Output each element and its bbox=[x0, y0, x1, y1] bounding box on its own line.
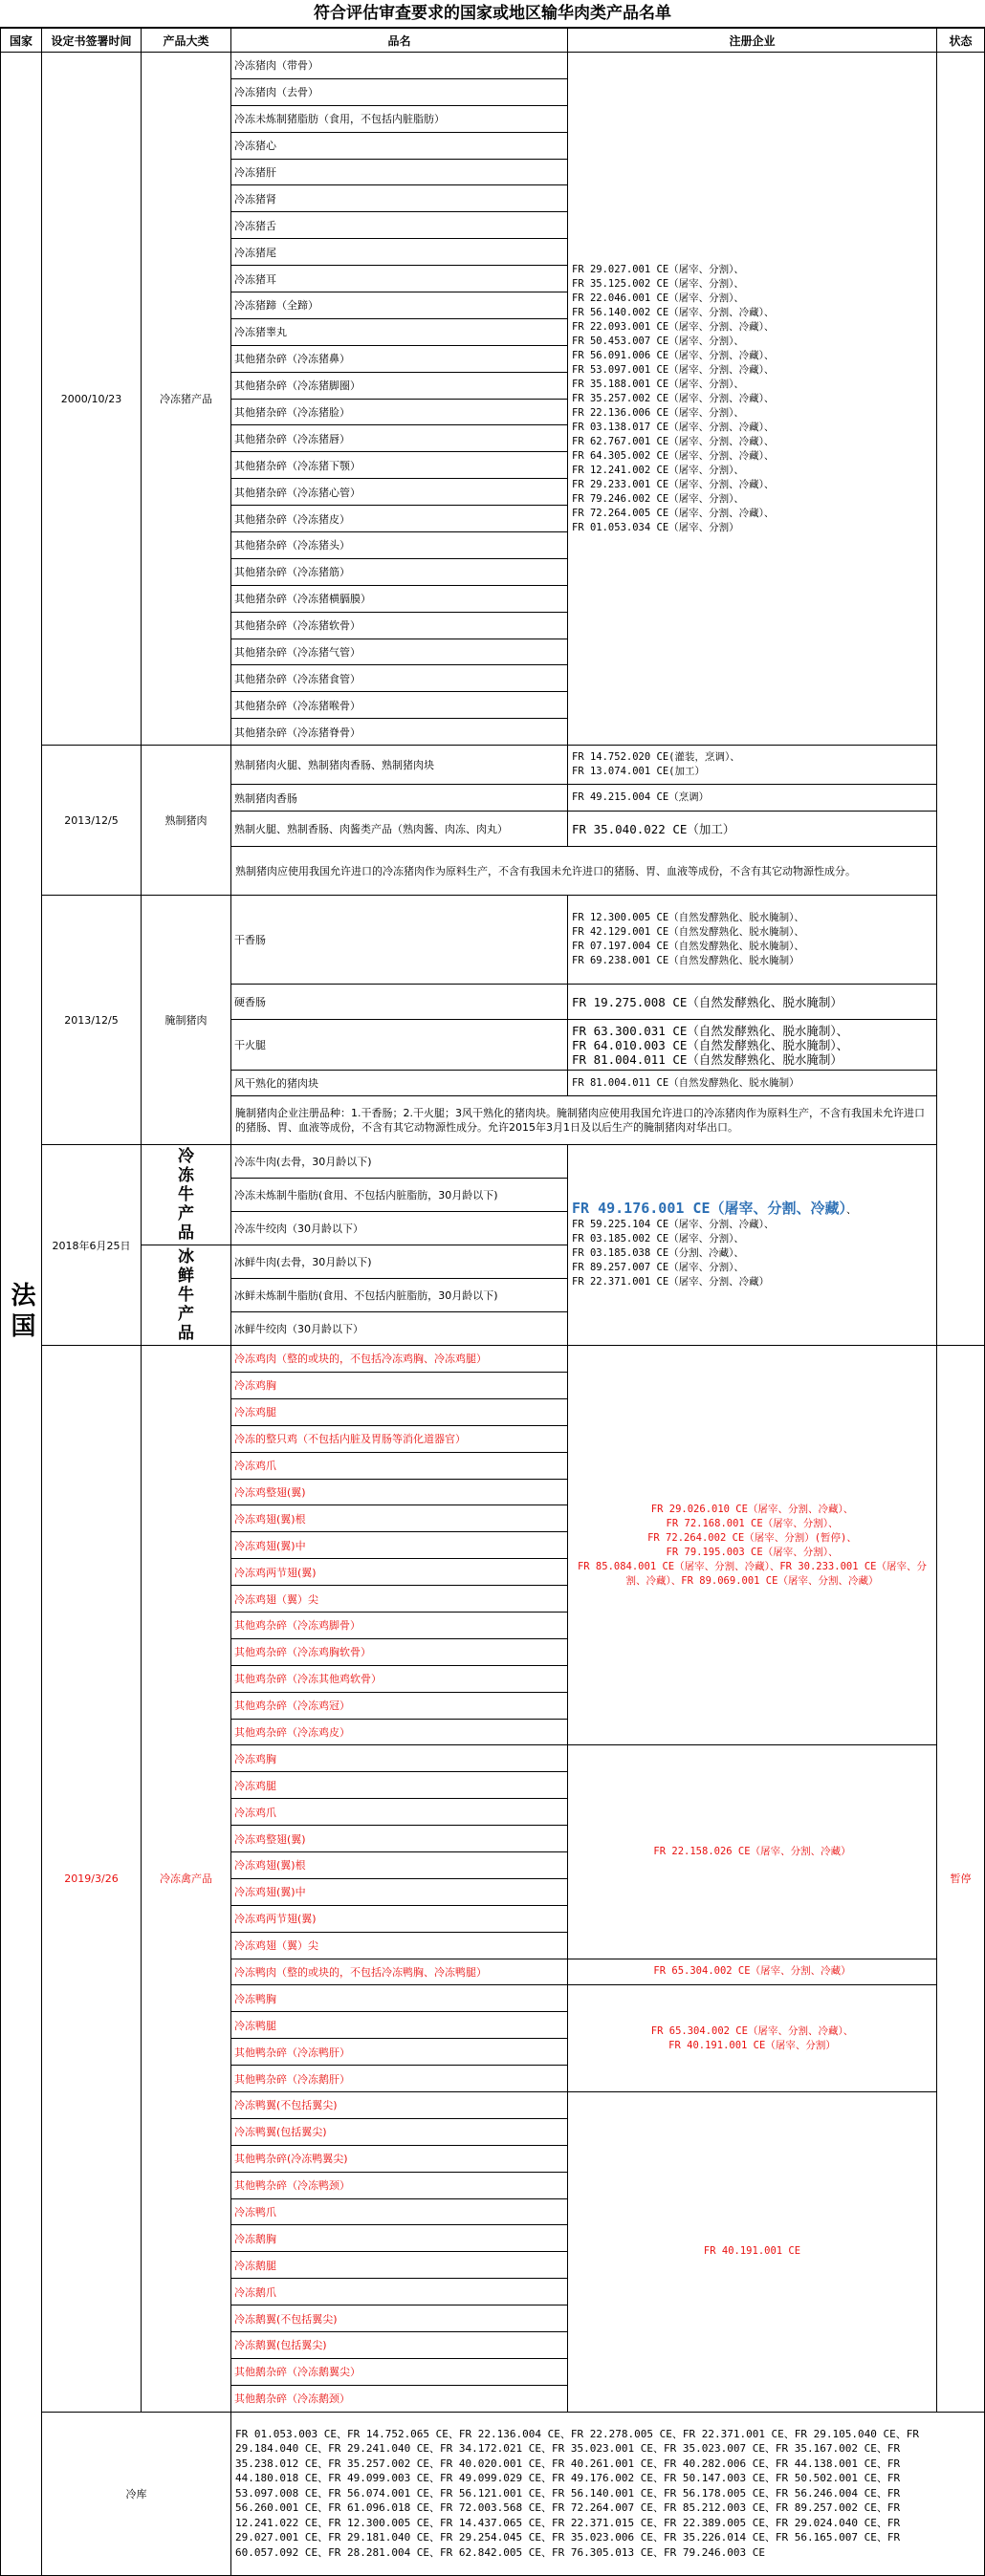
beef-enterprise-list: FR 59.225.104 CE（屠宰、分割、冷藏）、 FR 03.185.002 CE（屠宰、分割）、 FR 03.185.038 CE（分割、冷藏）、 FR 89.257.007 CE（屠宰、分割）、 FR 22.371.001 CE（屠宰、分割、冷藏） bbox=[572, 1218, 775, 1288]
product-name: 其他猪杂碎（冷冻猪心管） bbox=[231, 479, 568, 506]
product-name: 熟制猪肉香肠 bbox=[231, 785, 568, 812]
product-name: 其他鸡杂碎（冷冻鸡胸软骨） bbox=[231, 1638, 568, 1665]
product-name: 其他猪杂碎（冷冻猪横膈膜） bbox=[231, 585, 568, 612]
poultry-enterprises: FR 65.304.002 CE（屠宰、分割、冷藏） bbox=[568, 1959, 937, 1985]
beef-row bbox=[1, 1145, 985, 1179]
product-name: 其他猪杂碎（冷冻猪脸） bbox=[231, 399, 568, 425]
product-name: 风干熟化的猪肉块 bbox=[231, 1071, 568, 1096]
product-name: 冷冻猪心 bbox=[231, 132, 568, 159]
product-name: 冷冻鸡翅（翼）尖 bbox=[231, 1586, 568, 1613]
pork-date: 2000/10/23 bbox=[42, 53, 142, 746]
product-name: 硬香肠 bbox=[231, 985, 568, 1020]
product-name: 冰鲜牛绞肉（30月龄以下） bbox=[231, 1312, 568, 1346]
product-name: 其他猪杂碎（冷冻猪软骨） bbox=[231, 612, 568, 639]
product-name: 冷冻的整只鸡（不包括内脏及胃肠等消化道器官） bbox=[231, 1425, 568, 1452]
enterprise-cell: FR 12.300.005 CE（自然发酵熟化、脱水腌制）、 FR 42.129.001 CE（自然发酵熟化、脱水腌制）、 FR 07.197.004 CE（自然发酵熟化、脱水腌制）、 FR 69.238.001 CE（自然发酵熟化、脱水腌制） bbox=[568, 896, 937, 985]
product-name: 熟制火腿、熟制香肠、肉酱类产品（熟肉酱、肉冻、肉丸） bbox=[231, 812, 568, 847]
poultry-date: 2019/3/26 bbox=[42, 1346, 142, 2413]
product-name: 冷冻鸡爪 bbox=[231, 1452, 568, 1479]
beef-enterprise-highlight: FR 49.176.001 CE（屠宰、分割、冷藏） bbox=[572, 1199, 846, 1217]
header-date: 设定书签署时间 bbox=[42, 29, 142, 53]
product-name: 冷冻猪肉（去骨） bbox=[231, 78, 568, 105]
product-name: 冷冻鹅爪 bbox=[231, 2279, 568, 2305]
cooked-date: 2013/12/5 bbox=[42, 746, 142, 896]
product-name: 冷冻未炼制猪脂肪（食用，不包括内脏脂肪） bbox=[231, 105, 568, 132]
product-name: 冷冻鸡腿 bbox=[231, 1398, 568, 1425]
country-cell bbox=[1, 53, 42, 2576]
beef-chilled-category: 冰 鲜 牛 产 品 bbox=[142, 1245, 231, 1346]
product-name: 冷冻鸭翼(不包括翼尖) bbox=[231, 2091, 568, 2118]
country-label: 法国 bbox=[7, 1281, 35, 1343]
cold-storage-label: 冷库 bbox=[42, 2412, 231, 2575]
product-name: 其他鸡杂碎（冷冻鸡冠） bbox=[231, 1692, 568, 1719]
cold-storage-enterprises: FR 01.053.003 CE、FR 14.752.065 CE、FR 22.136.004 CE、FR 22.278.005 CE、FR 22.371.001 CE、FR 29.105.040 CE、FR 29.184.040 CE、FR 29.241.040 CE、FR 34.172.021 CE、FR 35.023.001 CE、FR 35.023.007 CE、FR 35.167.002 CE、FR 35.238.012 CE、FR 35.257.002 CE、FR 40.020.001 CE、FR 40.261.001 CE、FR 40.282.006 CE、FR 44.138.001 CE、FR 44.180.018 CE、FR 49.099.003 CE、FR 49.099.029 CE、FR 49.176.002 CE、FR 50.147.003 CE、FR 50.502.001 CE、FR 53.097.008 CE、FR 56.074.001 CE、FR 56.121.001 CE、FR 56.140.001 CE、FR 56.178.005 CE、FR 56.246.004 CE、FR 56.260.001 CE、FR 61.096.018 CE、FR 72.003.568 CE、FR 72.264.007 CE、FR 85.212.003 CE、FR 89.257.002 CE、FR 12.241.022 CE、FR 12.300.005 CE、FR 14.437.065 CE、FR 22.371.015 CE、FR 22.389.005 CE、FR 29.024.040 CE、FR 29.027.001 CE、FR 29.181.040 CE、FR 29.254.045 CE、FR 35.023.006 CE、FR 35.226.014 CE、FR 56.165.007 CE、FR 60.057.092 CE、FR 28.281.004 CE、FR 62.842.005 CE、FR 76.305.013 CE、FR 79.246.003 CE bbox=[231, 2412, 985, 2575]
product-name: 冷冻未炼制牛脂肪(食用、不包括内脏脂肪，30月龄以下) bbox=[231, 1179, 568, 1212]
beef-frozen-category: 冷 冻 牛 产 品 bbox=[142, 1145, 231, 1245]
cured-row bbox=[1, 896, 985, 985]
product-name: 冷冻猪尾 bbox=[231, 239, 568, 266]
product-name: 其他猪杂碎（冷冻猪下颚） bbox=[231, 452, 568, 479]
product-name: 冷冻鸡胸 bbox=[231, 1372, 568, 1398]
cooked-note: 熟制猪肉应使用我国允许进口的冷冻猪肉作为原料生产，不含有我国未允许进口的猪肠、胃、血液等成份，不含有其它动物源性成分。 bbox=[231, 847, 937, 896]
product-name: 其他鹅杂碎（冷冻鹅颈） bbox=[231, 2385, 568, 2412]
header-category: 产品大类 bbox=[142, 29, 231, 53]
poultry-row bbox=[1, 1346, 985, 1373]
product-name: 冷冻猪肉（带骨） bbox=[231, 53, 568, 79]
product-name: 冷冻鹅翼(包括翼尖) bbox=[231, 2332, 568, 2359]
pork-enterprises: FR 29.027.001 CE（屠宰、分割）、 FR 35.125.002 CE（屠宰、分割）、 FR 22.046.001 CE（屠宰、分割）、 FR 56.140.002 CE（屠宰、分割、冷藏）、 FR 22.093.001 CE（屠宰、分割、冷藏）、 FR 50.453.007 CE（屠宰、分割）、 FR 56.091.006 CE（屠宰、分割、冷藏）、 FR 53.097.001 CE（屠宰、分割、冷藏）、 FR 35.188.001 CE（屠宰、分割）、 FR 35.257.002 CE（屠宰、分割、冷藏）、 FR 22.136.006 CE（屠宰、分割）、 FR 03.138.017 CE（屠宰、分割、冷藏）、 FR 62.767.001 CE（屠宰、分割、冷藏）、 FR 64.305.002 CE（屠宰、分割、冷藏）、 FR 12.241.002 CE（屠宰、分割）、 FR 29.233.001 CE（屠宰、分割、冷藏）、 FR 79.246.002 CE（屠宰、分割）、 FR 72.264.005 CE（屠宰、分割、冷藏）、 FR 01.053.034 CE（屠宰、分割） bbox=[568, 53, 937, 746]
product-name: 冷冻鸭腿 bbox=[231, 2012, 568, 2039]
product-name: 冰鲜牛肉(去骨，30月龄以下) bbox=[231, 1245, 568, 1279]
product-name: 冷冻鸡肉（整的或块的，不包括冷冻鸡胸、冷冻鸡腿） bbox=[231, 1346, 568, 1373]
product-name: 其他猪杂碎（冷冻猪唇） bbox=[231, 425, 568, 452]
product-name: 冷冻鸡腿 bbox=[231, 1772, 568, 1799]
poultry-category: 冷冻禽产品 bbox=[142, 1346, 231, 2413]
product-name: 干火腿 bbox=[231, 1020, 568, 1071]
header-row bbox=[1, 29, 985, 53]
cooked-category: 熟制猪肉 bbox=[142, 746, 231, 896]
header-country: 国家 bbox=[1, 29, 42, 53]
product-name: 冷冻鸡整翅(翼) bbox=[231, 1826, 568, 1852]
product-name: 冷冻猪肝 bbox=[231, 159, 568, 185]
product-name: 冷冻猪舌 bbox=[231, 212, 568, 239]
beef-enterprise-highlight-tail: 、 bbox=[846, 1203, 857, 1216]
product-name: 其他鸭杂碎（冷冻鸭肝） bbox=[231, 2039, 568, 2066]
product-name: 其他猪杂碎（冷冻猪脊骨） bbox=[231, 719, 568, 746]
product-name: 其他鸭杂碎（冷冻鸭颈） bbox=[231, 2172, 568, 2198]
product-name: 冷冻鸭爪 bbox=[231, 2198, 568, 2225]
product-name: 其他鸡杂碎（冷冻鸡脚骨） bbox=[231, 1612, 568, 1638]
product-name: 其他鸡杂碎（冷冻鸡皮） bbox=[231, 1719, 568, 1745]
product-name: 其他鸭杂碎(冷冻鸭翼尖) bbox=[231, 2145, 568, 2172]
product-name: 冷冻牛肉(去骨，30月龄以下) bbox=[231, 1145, 568, 1179]
enterprise-cell: FR 49.215.004 CE（烹调） bbox=[568, 785, 937, 812]
product-name: 冷冻鸡两节翅(翼) bbox=[231, 1559, 568, 1586]
product-name: 冷冻鸡两节翅(翼) bbox=[231, 1905, 568, 1932]
product-name: 其他猪杂碎（冷冻猪脚圈） bbox=[231, 372, 568, 399]
product-name: 冷冻鹅腿 bbox=[231, 2252, 568, 2279]
enterprise-cell: FR 35.040.022 CE（加工） bbox=[568, 812, 937, 847]
product-name: 冷冻鸡翅（翼）尖 bbox=[231, 1932, 568, 1959]
product-name: 冷冻鸡翅(翼)中 bbox=[231, 1878, 568, 1905]
product-name: 其他鸭杂碎（冷冻鹅肝） bbox=[231, 2066, 568, 2092]
product-name: 冷冻鸡整翅(翼) bbox=[231, 1479, 568, 1505]
cold-storage-row bbox=[1, 2412, 985, 2575]
product-name: 冷冻猪睾丸 bbox=[231, 318, 568, 345]
status-cell-upper bbox=[937, 53, 985, 1346]
product-name: 冰鲜未炼制牛脂肪(食用、不包括内脏脂肪，30月龄以下) bbox=[231, 1279, 568, 1312]
product-name: 冷冻鸡爪 bbox=[231, 1799, 568, 1826]
pork-category: 冷冻猪产品 bbox=[142, 53, 231, 746]
header-product: 品名 bbox=[231, 29, 568, 53]
product-name: 其他猪杂碎（冷冻猪喉骨） bbox=[231, 692, 568, 719]
header-enterprise: 注册企业 bbox=[568, 29, 937, 53]
cured-note: 腌制猪肉企业注册品种：1.干香肠；2.干火腿；3风干熟化的猪肉块。腌制猪肉应使用我国允许进口的冷冻猪肉作为原料生产，不含有我国未允许进口的猪肠、胃、血液等成份，不含有其它动物源性成分。允许2015年3月1日及以后生产的腌制猪肉对华出口。 bbox=[231, 1096, 937, 1145]
product-name: 冷冻猪肾 bbox=[231, 185, 568, 212]
product-name: 冷冻鸡翅(翼)根 bbox=[231, 1505, 568, 1532]
poultry-status: 暂停 bbox=[937, 1346, 985, 2413]
enterprise-cell: FR 81.004.011 CE（自然发酵熟化、脱水腌制） bbox=[568, 1071, 937, 1096]
product-name: 冷冻鸭肉（整的或块的，不包括冷冻鸭胸、冷冻鸭腿） bbox=[231, 1959, 568, 1985]
poultry-enterprises: FR 22.158.026 CE（屠宰、分割、冷藏） bbox=[568, 1745, 937, 1959]
beef-enterprises bbox=[568, 1145, 937, 1346]
cured-category: 腌制猪肉 bbox=[142, 896, 231, 1145]
product-name: 其他鹅杂碎（冷冻鹅翼尖） bbox=[231, 2358, 568, 2385]
product-name: 冷冻猪蹄（全蹄） bbox=[231, 292, 568, 319]
poultry-enterprises: FR 29.026.010 CE（屠宰、分割、冷藏）、 FR 72.168.001 CE（屠宰、分割）、 FR 72.264.002 CE（屠宰、分割）(暂停)、 FR 79.195.003 CE（屠宰、分割）、 FR 85.084.001 CE（屠宰、分割、冷藏）、FR 30.233.001 CE（屠宰、分割、冷藏）、FR 89.069.001 CE（屠宰、分割、冷藏） bbox=[568, 1346, 937, 1745]
product-name: 冷冻鹅翼(不包括翼尖) bbox=[231, 2305, 568, 2332]
product-name: 干香肠 bbox=[231, 896, 568, 985]
product-name: 其他猪杂碎（冷冻猪鼻） bbox=[231, 345, 568, 372]
products-table bbox=[0, 28, 985, 2576]
enterprise-cell: FR 63.300.031 CE（自然发酵熟化、脱水腌制）、 FR 64.010.003 CE（自然发酵熟化、脱水腌制）、 FR 81.004.011 CE（自然发酵熟化、脱水腌制） bbox=[568, 1020, 937, 1071]
cooked-row bbox=[1, 746, 985, 785]
enterprise-cell: FR 14.752.020 CE(灌装，烹调）、 FR 13.074.001 CE(加工） bbox=[568, 746, 937, 785]
product-name: 冷冻鸡翅(翼)中 bbox=[231, 1532, 568, 1559]
page-title: 符合评估审查要求的国家或地区输华肉类产品名单 bbox=[0, 0, 985, 28]
product-name: 冷冻鸭翼(包括翼尖) bbox=[231, 2118, 568, 2145]
product-name: 冷冻牛绞肉（30月龄以下） bbox=[231, 1212, 568, 1245]
product-name: 冷冻鹅胸 bbox=[231, 2225, 568, 2252]
product-name: 其他猪杂碎（冷冻猪皮） bbox=[231, 506, 568, 532]
product-name: 其他鸡杂碎（冷冻其他鸡软骨） bbox=[231, 1665, 568, 1692]
poultry-enterprises: FR 40.191.001 CE bbox=[568, 2091, 937, 2412]
product-name: 冷冻鸡翅(翼)根 bbox=[231, 1851, 568, 1878]
product-name: 冷冻猪耳 bbox=[231, 266, 568, 292]
product-name: 熟制猪肉火腿、熟制猪肉香肠、熟制猪肉块 bbox=[231, 746, 568, 785]
cured-date: 2013/12/5 bbox=[42, 896, 142, 1145]
product-name: 其他猪杂碎（冷冻猪筋） bbox=[231, 558, 568, 585]
beef-date: 2018年6月25日 bbox=[42, 1145, 142, 1346]
enterprise-cell: FR 19.275.008 CE（自然发酵熟化、脱水腌制） bbox=[568, 985, 937, 1020]
product-name: 其他猪杂碎（冷冻猪气管） bbox=[231, 639, 568, 665]
product-name: 冷冻鸭胸 bbox=[231, 1985, 568, 2012]
product-name: 其他猪杂碎（冷冻猪食管） bbox=[231, 665, 568, 692]
product-name: 冷冻鸡胸 bbox=[231, 1745, 568, 1772]
product-name: 其他猪杂碎（冷冻猪头） bbox=[231, 532, 568, 559]
header-status: 状态 bbox=[937, 29, 985, 53]
poultry-enterprises: FR 65.304.002 CE（屠宰、分割、冷藏）、 FR 40.191.001 CE（屠宰、分割） bbox=[568, 1985, 937, 2092]
pork-row bbox=[1, 53, 985, 79]
